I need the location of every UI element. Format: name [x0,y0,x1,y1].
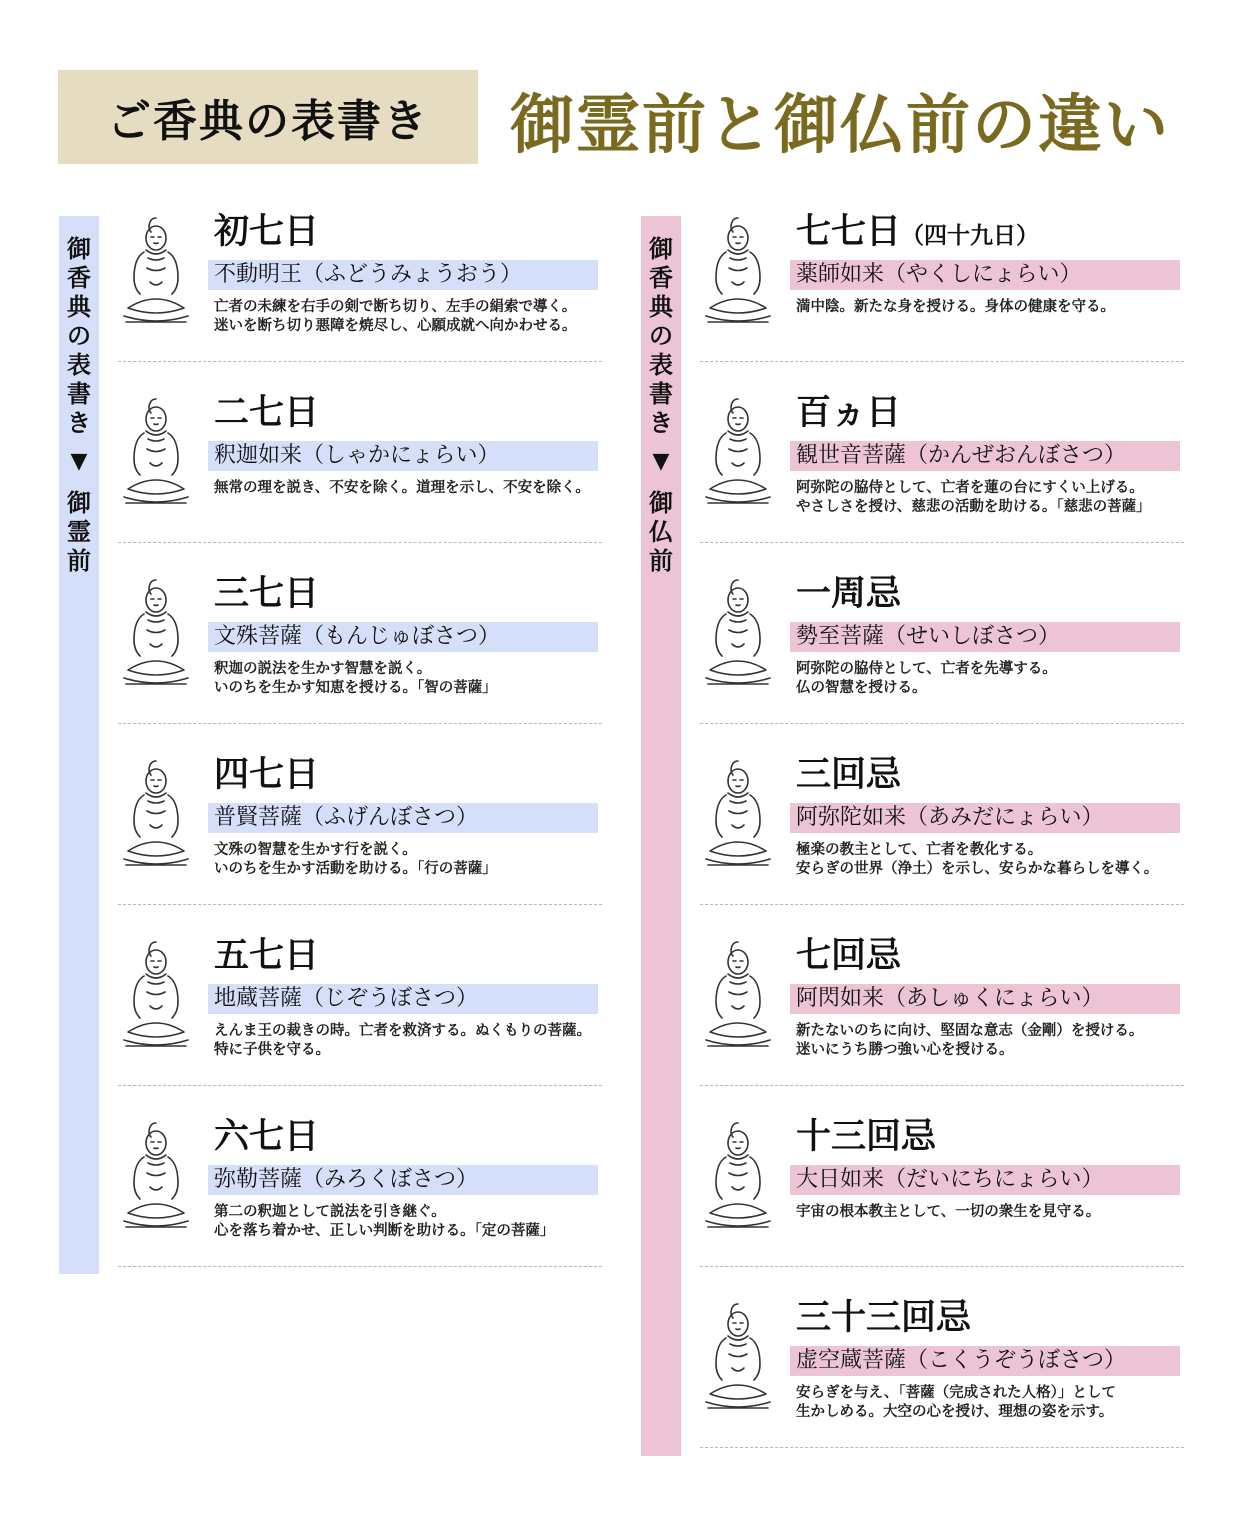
deity-name: 観世音菩薩（かんぜおんぼさつ） [790,441,1180,471]
memorial-entry [118,393,618,573]
monju-bosatsu-statue-icon [114,574,198,694]
bar-char: 霊 [67,517,91,546]
memorial-entry [118,1117,618,1297]
memorial-day-title [796,936,901,976]
description-line: 迷いを断ち切り悪障を焼尽し、心願成就へ向かわせる。 [214,318,577,334]
memorial-entry [700,212,1200,392]
memorial-day-label: 十三回忌 [796,1116,937,1157]
memorial-day-title [796,574,901,614]
description-line: 釈迦の説法を生かす智慧を説く。 [214,661,432,677]
page-title: 御霊前と御仏前の違い [510,88,1170,163]
description-line: 阿弥陀の脇侍として、亡者を蓮の台にすくい上げる。 [796,480,1144,496]
deity-name: 弥勒菩薩（みろくぼさつ） [208,1165,598,1195]
deity-description [796,298,1115,317]
deity-name: 薬師如来（やくしにょらい） [790,260,1180,290]
bar-char: 表 [649,350,673,379]
bar-char: 御 [67,234,91,263]
memorial-entry [118,936,618,1116]
deity-description [214,841,497,879]
bar-char: の [649,321,673,350]
entry-divider [700,361,1184,362]
deity-description [796,479,1151,517]
deity-description [796,1203,1100,1222]
deity-description [214,1203,554,1241]
deity-name: 地蔵菩薩（じぞうぼさつ） [208,984,598,1014]
memorial-day-title [214,574,319,614]
description-line: 安らぎを与え、「菩薩（完成された人格）」として [796,1385,1116,1401]
entry-divider [118,723,602,724]
description-line: 仏の智慧を授ける。 [796,680,927,696]
memorial-entry [700,393,1200,573]
bar-char: 前 [67,546,91,575]
dainichi-nyorai-statue-icon [696,1117,780,1237]
right-timeline-bar [641,216,681,1456]
left-timeline-bar [59,216,99,1274]
deity-description [214,1022,591,1060]
entry-divider [700,542,1184,543]
memorial-day-title [214,1117,319,1157]
memorial-day-sublabel: （四十九日） [901,222,1040,249]
memorial-day-label: 初七日 [214,211,320,252]
deity-name: 勢至菩薩（せいしぼさつ） [790,622,1180,652]
memorial-day-label: 七回忌 [796,935,902,976]
down-arrow-icon: ▼ [70,448,88,474]
memorial-day-label: 三回忌 [796,754,902,795]
yakushi-nyorai-statue-icon [696,212,780,332]
bar-char: 書 [649,379,673,408]
entry-divider [700,1266,1184,1267]
memorial-day-label: 三十三回忌 [796,1297,972,1338]
deity-description [796,1384,1116,1422]
fudo-myoo-statue-icon [114,212,198,332]
description-line: 極楽の教主として、亡者を教化する。 [796,842,1043,858]
deity-name: 阿閃如来（あしゅくにょらい） [790,984,1180,1014]
entry-divider [118,1085,602,1086]
description-line: 安らぎの世界（浄土）を示し、安らかな暮らしを導く。 [796,861,1159,877]
bar-char: 表 [67,350,91,379]
bar-char: 御 [649,488,673,517]
description-line: 第二の釈迦として説法を引き継ぐ。 [214,1204,446,1220]
deity-name: 釈迦如来（しゃかにょらい） [208,441,598,471]
description-line: 文殊の智慧を生かす行を説く。 [214,842,417,858]
ashuku-nyorai-statue-icon [696,936,780,1056]
memorial-day-label: 一周忌 [796,573,902,614]
description-line: 満中陰。新たな身を授ける。身体の健康を守る。 [796,299,1115,315]
entry-divider [118,904,602,905]
description-line: 新たないのちに向け、堅固な意志（金剛）を授ける。 [796,1023,1144,1039]
description-line: 宇宙の根本教主として、一切の衆生を見守る。 [796,1204,1101,1220]
deity-description [214,298,577,336]
description-line: やさしさを授け、慈悲の活動を助ける。「慈悲の菩薩」 [796,499,1151,515]
description-line: 無常の理を説き、不安を除く。道理を示し、不安を除く。 [214,480,590,496]
deity-name: 文殊菩薩（もんじゅぼさつ） [208,622,598,652]
memorial-day-label: 七七日 [796,211,902,252]
memorial-day-label: 百ヵ日 [796,392,902,433]
bar-char: 香 [67,263,91,292]
deity-name: 普賢菩薩（ふげんぼさつ） [208,803,598,833]
bar-char: 書 [67,379,91,408]
bar-char: き [649,408,673,437]
bar-char: 典 [67,292,91,321]
deity-description [214,660,497,698]
miroku-bosatsu-statue-icon [114,1117,198,1237]
entry-divider [118,361,602,362]
deity-description [796,841,1158,879]
deity-name: 不動明王（ふどうみょうおう） [208,260,598,290]
bar-char: 前 [649,546,673,575]
memorial-entry [700,574,1200,754]
shaka-nyorai-statue-icon [114,393,198,513]
jizo-bosatsu-statue-icon [114,936,198,1056]
bar-char: の [67,321,91,350]
memorial-day-title [796,1117,936,1157]
description-line: いのちを生かす活動を助ける。「行の菩薩」 [214,861,497,877]
entry-divider [700,904,1184,905]
memorial-entry [118,212,618,392]
deity-description [796,1022,1143,1060]
bar-char: き [67,408,91,437]
memorial-entry [700,1298,1200,1478]
description-line: いのちを生かす知恵を授ける。「智の菩薩」 [214,680,497,696]
memorial-day-label: 五七日 [214,935,320,976]
description-line: 特に子供を守る。 [214,1042,330,1058]
bar-char: 仏 [649,517,673,546]
fugen-bosatsu-statue-icon [114,755,198,875]
memorial-entry [700,1117,1200,1297]
deity-description [796,660,1057,698]
description-line: 迷いにうち勝つ強い心を授ける。 [796,1042,1014,1058]
description-line: 生かしめる。大空の心を授け、理想の姿を示す。 [796,1404,1114,1420]
bar-char: 御 [649,234,673,263]
memorial-day-title [796,755,901,795]
memorial-day-label: 二七日 [214,392,320,433]
bar-char: 御 [67,488,91,517]
deity-name: 大日如来（だいにちにょらい） [790,1165,1180,1195]
bar-char: 香 [649,263,673,292]
memorial-day-title [796,393,901,433]
entry-divider [118,1266,602,1267]
deity-description [214,479,590,498]
memorial-day-title [796,212,1039,256]
description-line: えんま王の裁きの時。亡者を救済する。ぬくもりの菩薩。 [214,1023,591,1039]
kannon-bosatsu-statue-icon [696,393,780,513]
description-line: 亡者の未練を右手の剣で断ち切り、左手の絹索で導く。 [214,299,577,315]
memorial-day-title [214,212,319,252]
down-arrow-icon: ▼ [652,448,670,474]
memorial-day-label: 四七日 [214,754,320,795]
memorial-day-label: 三七日 [214,573,320,614]
memorial-day-title [214,393,319,433]
deity-name: 虚空蔵菩薩（こくうぞうぼさつ） [790,1346,1180,1376]
entry-divider [700,723,1184,724]
memorial-day-title [796,1298,971,1338]
memorial-entry [700,755,1200,935]
deity-name: 阿弥陀如来（あみだにょらい） [790,803,1180,833]
kokuzo-bosatsu-statue-icon [696,1298,780,1418]
description-line: 阿弥陀の脇侍として、亡者を先導する。 [796,661,1057,677]
header-tag: ご香典の表書き [58,70,478,164]
memorial-day-label: 六七日 [214,1116,320,1157]
memorial-day-title [214,755,319,795]
description-line: 心を落ち着かせ、正しい判断を助ける。「定の菩薩」 [214,1223,555,1239]
entry-divider [700,1085,1184,1086]
seishi-bosatsu-statue-icon [696,574,780,694]
entry-divider [700,1447,1184,1448]
memorial-entry [118,755,618,935]
amida-nyorai-statue-icon [696,755,780,875]
memorial-entry [700,936,1200,1116]
entry-divider [118,542,602,543]
bar-char: 典 [649,292,673,321]
memorial-entry [118,574,618,754]
memorial-day-title [214,936,319,976]
